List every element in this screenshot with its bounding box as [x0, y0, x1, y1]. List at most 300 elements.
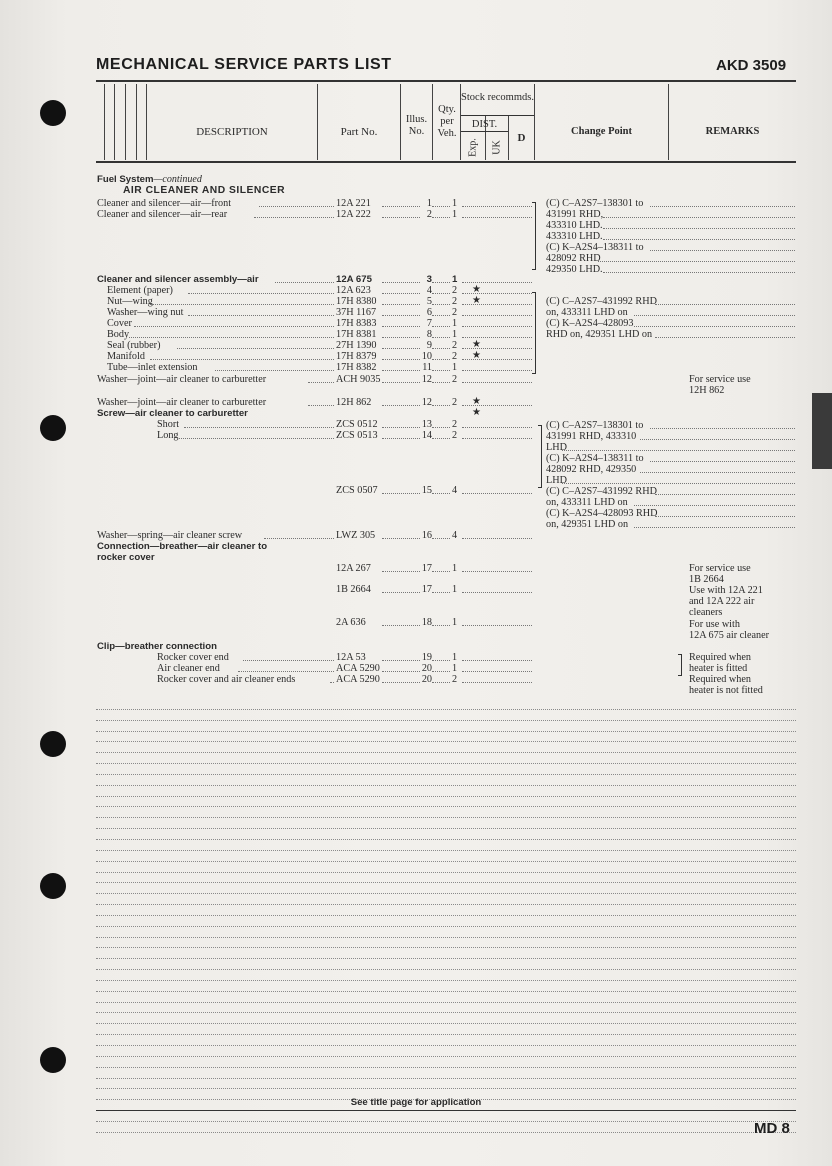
- blank-line: [96, 1057, 796, 1068]
- part-number: 12A 267: [336, 563, 371, 574]
- illus-number: 17: [421, 584, 432, 595]
- qty-per-vehicle: 4: [452, 530, 458, 541]
- qty-per-vehicle: 2: [452, 419, 458, 430]
- footer-application-note: See title page for application: [350, 1097, 482, 1108]
- part-description: Washer—joint—air cleaner to carburetter: [97, 397, 267, 408]
- leader-dots: [382, 337, 420, 338]
- qty-per-vehicle: 2: [452, 674, 458, 685]
- leader-dots: [382, 315, 420, 316]
- part-number: LWZ 305: [336, 530, 376, 541]
- dist-divider: [461, 131, 508, 132]
- leader-dots: [382, 326, 420, 327]
- blank-line: [96, 1079, 796, 1090]
- remark-text: heater is not fitted: [689, 685, 763, 696]
- leader-dots: [640, 472, 795, 473]
- blank-line: [96, 883, 796, 894]
- blank-line: [96, 1068, 796, 1079]
- part-description: Element (paper): [107, 285, 173, 296]
- illus-number: 13: [421, 419, 432, 430]
- leader-dots: [432, 682, 450, 683]
- stock-divider: [461, 115, 534, 116]
- qty-per-vehicle: 2: [452, 374, 458, 385]
- blank-line: [96, 959, 796, 970]
- qty-per-vehicle: 2: [452, 340, 458, 351]
- part-number: 2A 636: [336, 617, 366, 628]
- illus-number: 19: [421, 652, 432, 663]
- leader-dots: [655, 516, 795, 517]
- leader-dots: [432, 405, 450, 406]
- change-point-text: (C) C–A2S7–431992 RHD: [546, 486, 657, 497]
- blank-line: [96, 797, 796, 808]
- col-change-point: Change Point: [571, 126, 632, 137]
- edge-tab-marker: [812, 393, 832, 469]
- part-number: 12A 221: [336, 198, 371, 209]
- leader-dots: [264, 538, 334, 539]
- part-number: ACA 5290: [336, 674, 380, 685]
- blank-line: [96, 981, 796, 992]
- qty-per-vehicle: 4: [452, 485, 458, 496]
- part-description: Nut—wing: [107, 296, 153, 307]
- leader-dots: [634, 315, 795, 316]
- column-divider: [668, 84, 669, 160]
- blank-ruled-lines: [96, 699, 796, 1133]
- change-point-text: 433310 LHD.: [546, 231, 603, 242]
- part-description: Washer—joint—air cleaner to carburetter: [97, 374, 267, 385]
- footer-rule: [96, 1110, 796, 1111]
- leader-dots: [177, 348, 334, 349]
- part-description: Rocker cover and air cleaner ends: [157, 674, 296, 685]
- remark-text: For service use: [689, 374, 751, 385]
- col-stock: Stock recommds.: [461, 92, 534, 103]
- qty-per-vehicle: 1: [452, 318, 458, 329]
- blank-line: [96, 916, 796, 927]
- leader-dots: [462, 625, 532, 626]
- part-number: ACA 5290: [336, 663, 380, 674]
- remark-text: Use with 12A 221: [689, 585, 763, 596]
- page-title: MECHANICAL SERVICE PARTS LIST: [96, 56, 392, 73]
- part-description: Washer—wing nut: [107, 307, 184, 318]
- qty-per-vehicle: 1: [452, 617, 458, 628]
- qty-per-vehicle: 1: [452, 584, 458, 595]
- part-number: 37H 1167: [336, 307, 377, 318]
- leader-dots: [462, 282, 532, 283]
- illus-number: 14: [421, 430, 432, 441]
- illus-number: 8: [426, 329, 432, 340]
- part-description: Rocker cover end: [157, 652, 229, 663]
- blank-line: [96, 753, 796, 764]
- illus-number: 4: [426, 285, 432, 296]
- change-point-text: RHD on, 429351 LHD on: [546, 329, 653, 340]
- change-point-text: LHD: [546, 475, 567, 486]
- blank-line: [96, 710, 796, 721]
- part-description: Short: [157, 419, 180, 430]
- leader-dots: [562, 483, 795, 484]
- leader-dots: [650, 461, 795, 462]
- part-description: Cover: [107, 318, 132, 329]
- qty-per-vehicle: 1: [452, 198, 458, 209]
- leader-dots: [432, 359, 450, 360]
- part-number: 12A 53: [336, 652, 366, 663]
- part-description: Long: [157, 430, 179, 441]
- blank-line: [96, 840, 796, 851]
- leader-dots: [462, 217, 532, 218]
- blank-line: [96, 764, 796, 775]
- part-description: Washer—spring—air cleaner screw: [97, 530, 243, 541]
- leader-dots: [382, 625, 420, 626]
- leader-dots: [382, 682, 420, 683]
- leader-dots: [432, 571, 450, 572]
- change-point-text: 431991 RHD,: [546, 209, 604, 220]
- leader-dots: [382, 217, 420, 218]
- change-point-text: 429350 LHD.: [546, 264, 603, 275]
- change-point-text: on, 433311 LHD on: [546, 307, 628, 318]
- leader-dots: [462, 592, 532, 593]
- leader-dots: [150, 304, 334, 305]
- blank-line: [96, 775, 796, 786]
- part-number: 12A 623: [336, 285, 371, 296]
- leader-dots: [432, 671, 450, 672]
- part-description: Cleaner and silencer assembly—air: [97, 274, 259, 285]
- group-bracket: [538, 425, 542, 488]
- leader-dots: [382, 293, 420, 294]
- blank-line: [96, 938, 796, 949]
- illus-number: 12: [421, 397, 432, 408]
- col-qty: Qty. per Veh.: [437, 104, 457, 139]
- leader-dots: [382, 304, 420, 305]
- leader-dots: [634, 326, 795, 327]
- leader-dots: [462, 382, 532, 383]
- leader-dots: [432, 438, 450, 439]
- leader-dots: [650, 428, 795, 429]
- leader-dots: [598, 261, 795, 262]
- blank-line: [96, 1035, 796, 1046]
- change-point-text: (C) K–A2S4–138311 to: [546, 453, 644, 464]
- leader-dots: [462, 304, 532, 305]
- leader-dots: [432, 217, 450, 218]
- column-divider: [125, 84, 126, 160]
- part-number: 12A 675: [336, 274, 372, 285]
- column-divider: [104, 84, 105, 160]
- part-number: ZCS 0512: [336, 419, 378, 430]
- part-description: Air cleaner end: [157, 663, 220, 674]
- punch-hole: [40, 873, 66, 899]
- part-description: Cleaner and silencer—air—front: [97, 198, 232, 209]
- blank-line: [96, 1111, 796, 1122]
- leader-dots: [308, 405, 334, 406]
- punch-hole: [40, 731, 66, 757]
- remark-text: For use with: [689, 619, 740, 630]
- column-divider: [317, 84, 318, 160]
- column-divider: [534, 84, 535, 160]
- illus-number: 5: [426, 296, 432, 307]
- remark-text: 1B 2664: [689, 574, 724, 585]
- blank-line: [96, 732, 796, 743]
- leader-dots: [462, 682, 532, 683]
- illus-number: 15: [421, 485, 432, 496]
- qty-per-vehicle: 2: [452, 397, 458, 408]
- stock-recommended-stars: ★ ★: [472, 339, 489, 361]
- leader-dots: [432, 538, 450, 539]
- part-number: ACH 9035: [336, 374, 381, 385]
- leader-dots: [238, 671, 334, 672]
- change-point-text: 431991 RHD, 433310: [546, 431, 637, 442]
- part-number: ZCS 0507: [336, 485, 378, 496]
- qty-per-vehicle: 2: [452, 351, 458, 362]
- illus-number: 12: [421, 374, 432, 385]
- leader-dots: [432, 493, 450, 494]
- leader-dots: [215, 370, 334, 371]
- change-point-text: LHD: [546, 442, 567, 453]
- group-bracket: [678, 654, 682, 676]
- leader-dots: [432, 370, 450, 371]
- illus-number: 18: [421, 617, 432, 628]
- leader-dots: [603, 272, 795, 273]
- leader-dots: [243, 660, 334, 661]
- stock-recommended-stars: ★ ★: [472, 284, 489, 306]
- leader-dots: [655, 304, 795, 305]
- col-exp: Exp.: [467, 138, 479, 157]
- leader-dots: [134, 326, 334, 327]
- blank-line: [96, 905, 796, 916]
- blank-line: [96, 1024, 796, 1035]
- leader-dots: [382, 671, 420, 672]
- group-bracket: [532, 292, 536, 374]
- blank-line: [96, 992, 796, 1003]
- qty-per-vehicle: 2: [452, 296, 458, 307]
- blank-line: [96, 927, 796, 938]
- blank-line: [96, 807, 796, 818]
- qty-per-vehicle: 2: [452, 285, 458, 296]
- leader-dots: [432, 282, 450, 283]
- illus-number: 17: [421, 563, 432, 574]
- qty-per-vehicle: 1: [452, 362, 458, 373]
- leader-dots: [462, 206, 532, 207]
- part-description: Clip—breather connection: [97, 641, 217, 652]
- leader-dots: [129, 337, 334, 338]
- change-point-text: 428092 RHD: [546, 253, 601, 264]
- leader-dots: [432, 592, 450, 593]
- column-divider: [114, 84, 115, 160]
- header-bottom-rule: [96, 161, 796, 163]
- part-description: Seal (rubber): [107, 340, 161, 351]
- qty-per-vehicle: 1: [452, 274, 458, 285]
- change-point-text: 433310 LHD.: [546, 220, 603, 231]
- part-number: 12A 222: [336, 209, 371, 220]
- part-number: 17H 8381: [336, 329, 377, 340]
- part-description: Connection—breather—air cleaner to: [97, 541, 268, 552]
- leader-dots: [432, 427, 450, 428]
- leader-dots: [462, 538, 532, 539]
- leader-dots: [462, 337, 532, 338]
- leader-dots: [382, 538, 420, 539]
- leader-dots: [432, 304, 450, 305]
- illus-number: 3: [426, 274, 432, 285]
- remark-text: Required when: [689, 652, 751, 663]
- leader-dots: [562, 450, 795, 451]
- col-part-no: Part No.: [340, 126, 378, 138]
- qty-per-vehicle: 1: [452, 652, 458, 663]
- blank-line: [96, 1046, 796, 1057]
- leader-dots: [655, 337, 795, 338]
- change-point-text: (C) C–A2S7–138301 to: [546, 198, 644, 209]
- illus-number: 9: [426, 340, 432, 351]
- change-point-text: (C) C–A2S7–138301 to: [546, 420, 644, 431]
- blank-line: [96, 829, 796, 840]
- leader-dots: [188, 315, 334, 316]
- leader-dots: [382, 405, 420, 406]
- section-title: [97, 174, 202, 185]
- group-bracket: [532, 202, 536, 270]
- leader-dots: [254, 217, 334, 218]
- change-point-text: on, 429351 LHD on: [546, 519, 629, 530]
- leader-dots: [432, 382, 450, 383]
- qty-per-vehicle: 1: [452, 663, 458, 674]
- leader-dots: [382, 438, 420, 439]
- remark-text: heater is fitted: [689, 663, 748, 674]
- leader-dots: [179, 438, 334, 439]
- col-description: DESCRIPTION: [196, 126, 268, 138]
- illus-number: 6: [426, 307, 432, 318]
- part-number: 17H 8383: [336, 318, 377, 329]
- punch-hole: [40, 100, 66, 126]
- remark-text: and 12A 222 air: [689, 596, 755, 607]
- leader-dots: [462, 571, 532, 572]
- leader-dots: [650, 206, 795, 207]
- part-number: 12H 862: [336, 397, 372, 408]
- leader-dots: [382, 493, 420, 494]
- leader-dots: [382, 660, 420, 661]
- leader-dots: [382, 348, 420, 349]
- illus-number: 11: [422, 362, 432, 373]
- remark-text: 12A 675 air cleaner: [689, 630, 770, 641]
- blank-line: [96, 1122, 796, 1133]
- part-number: 17H 8380: [336, 296, 377, 307]
- document-number: AKD 3509: [716, 57, 787, 74]
- leader-dots: [462, 438, 532, 439]
- change-point-text: (C) K–A2S4–428093: [546, 318, 634, 329]
- blank-line: [96, 786, 796, 797]
- leader-dots: [462, 315, 532, 316]
- part-description: Manifold: [107, 351, 145, 362]
- illus-number: 10: [421, 351, 432, 362]
- leader-dots: [462, 427, 532, 428]
- illus-number: 20: [421, 674, 432, 685]
- leader-dots: [432, 625, 450, 626]
- leader-dots: [432, 660, 450, 661]
- leader-dots: [275, 282, 334, 283]
- change-point-text: 428092 RHD, 429350: [546, 464, 637, 475]
- col-d: D: [517, 132, 526, 144]
- qty-per-vehicle: 1: [452, 563, 458, 574]
- leader-dots: [184, 427, 334, 428]
- change-point-text: (C) K–A2S4–428093 RHD: [546, 508, 658, 519]
- part-number: ZCS 0513: [336, 430, 378, 441]
- blank-line: [96, 873, 796, 884]
- change-point-text: on, 433311 LHD on: [546, 497, 628, 508]
- leader-dots: [432, 337, 450, 338]
- qty-per-vehicle: 1: [452, 209, 458, 220]
- remark-text: For service use: [689, 563, 751, 574]
- change-point-text: (C) K–A2S4–138311 to: [546, 242, 644, 253]
- leader-dots: [650, 250, 795, 251]
- leader-dots: [603, 239, 795, 240]
- part-description: Tube—inlet extension: [107, 362, 198, 373]
- part-description: rocker cover: [97, 552, 155, 563]
- part-number: 17H 8382: [336, 362, 377, 373]
- part-description: Cleaner and silencer—air—rear: [97, 209, 228, 220]
- blank-line: [96, 894, 796, 905]
- leader-dots: [382, 571, 420, 572]
- punch-hole: [40, 415, 66, 441]
- blank-line: [96, 721, 796, 732]
- leader-dots: [382, 382, 420, 383]
- blank-line: [96, 699, 796, 710]
- leader-dots: [382, 282, 420, 283]
- blank-line: [96, 742, 796, 753]
- leader-dots: [432, 206, 450, 207]
- leader-dots: [655, 494, 795, 495]
- leader-dots: [462, 326, 532, 327]
- part-number: 1B 2664: [336, 584, 371, 595]
- leader-dots: [382, 206, 420, 207]
- blank-line: [96, 1003, 796, 1014]
- leader-dots: [330, 682, 334, 683]
- illus-number: 20: [421, 663, 432, 674]
- column-divider: [146, 84, 147, 160]
- header-top-rule: [96, 80, 796, 82]
- leader-dots: [432, 348, 450, 349]
- blank-line: [96, 1013, 796, 1024]
- col-illus-no: Illus. No.: [405, 114, 428, 137]
- column-divider: [136, 84, 137, 160]
- remark-text: cleaners: [689, 607, 723, 618]
- qty-per-vehicle: 1: [452, 329, 458, 340]
- blank-line: [96, 862, 796, 873]
- leader-dots: [432, 315, 450, 316]
- blank-line: [96, 970, 796, 981]
- leader-dots: [634, 527, 795, 528]
- section-subtitle: AIR CLEANER AND SILENCER: [123, 185, 286, 196]
- leader-dots: [432, 326, 450, 327]
- leader-dots: [432, 293, 450, 294]
- illus-number: 16: [421, 530, 432, 541]
- section-name: Fuel System: [97, 174, 154, 185]
- page-number: MD 8: [754, 1120, 790, 1137]
- section-continued: —continued: [153, 174, 202, 185]
- col-dist: DIST.: [471, 119, 498, 130]
- leader-dots: [634, 505, 795, 506]
- remark-text: Required when: [689, 674, 751, 685]
- leader-dots: [150, 359, 334, 360]
- stock-recommended-stars: ★ ★: [472, 396, 489, 418]
- part-description: Screw—air cleaner to carburetter: [97, 408, 248, 419]
- leader-dots: [382, 359, 420, 360]
- blank-line: [96, 851, 796, 862]
- leader-dots: [259, 206, 334, 207]
- leader-dots: [462, 660, 532, 661]
- part-number: 17H 8379: [336, 351, 377, 362]
- illus-number: 7: [426, 318, 432, 329]
- col-uk: UK: [491, 140, 503, 155]
- leader-dots: [188, 293, 334, 294]
- qty-per-vehicle: 2: [452, 430, 458, 441]
- part-description: Body: [107, 329, 130, 340]
- leader-dots: [640, 439, 795, 440]
- leader-dots: [382, 370, 420, 371]
- leader-dots: [462, 370, 532, 371]
- change-point-text: (C) C–A2S7–431992 RHD: [546, 296, 657, 307]
- col-remarks: REMARKS: [705, 126, 760, 137]
